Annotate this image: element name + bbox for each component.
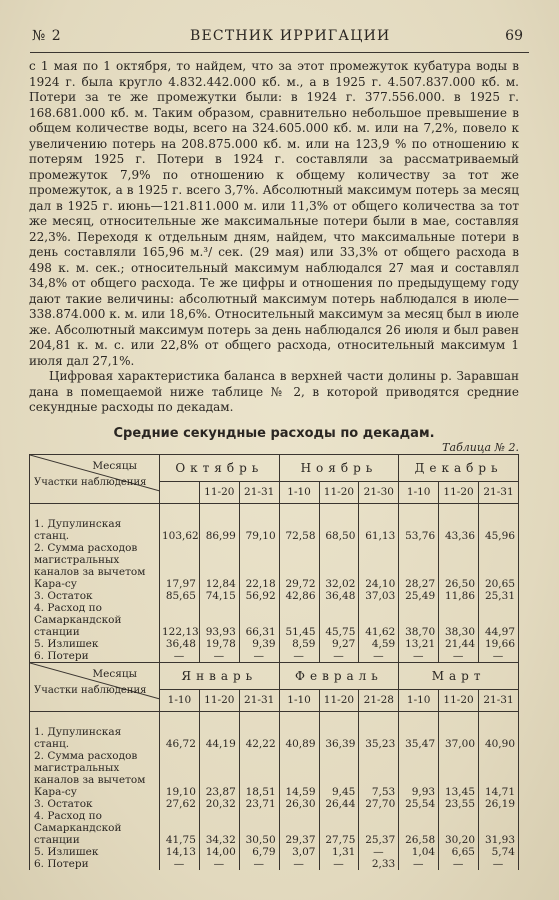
decade-header: 11-20 xyxy=(439,690,479,711)
decade-header: 1-10 xyxy=(279,690,319,711)
decade-header xyxy=(160,482,200,503)
value-cell: 12,84 xyxy=(199,542,239,590)
value-cell: 27,70 xyxy=(359,798,399,810)
spacer-cell xyxy=(399,711,439,726)
value-cell: 14,13 xyxy=(160,846,200,858)
value-cell: 38,70 xyxy=(399,602,439,638)
value-cell: 27,62 xyxy=(160,798,200,810)
table-row xyxy=(30,650,519,663)
spacer-cell xyxy=(479,711,519,726)
value-cell: 11,86 xyxy=(439,590,479,602)
value-cell: 68,50 xyxy=(319,518,359,542)
value-cell: 41,62 xyxy=(359,602,399,638)
table-row xyxy=(30,590,519,602)
value-cell: — xyxy=(279,858,319,870)
row-label: 5. Излишек xyxy=(30,846,160,858)
spacer-cell xyxy=(479,503,519,518)
value-cell: 9,93 xyxy=(399,750,439,798)
decade-header: 1-10 xyxy=(160,690,200,711)
value-cell: — xyxy=(199,858,239,870)
value-cell: 26,58 xyxy=(399,810,439,846)
row-label: 3. Остаток xyxy=(30,590,160,602)
spacer-cell xyxy=(199,503,239,518)
value-cell: 25,37 xyxy=(359,810,399,846)
row-label: 6. Потери xyxy=(30,858,160,870)
value-cell: 9,45 xyxy=(319,750,359,798)
spacer-cell xyxy=(30,711,160,726)
value-cell: 23,87 xyxy=(199,750,239,798)
value-cell: 42,22 xyxy=(239,726,279,750)
value-cell: — xyxy=(399,650,439,663)
value-cell: 13,45 xyxy=(439,750,479,798)
page-number: 69 xyxy=(505,28,523,44)
month-header: Февраль xyxy=(279,662,399,690)
value-cell: 27,75 xyxy=(319,810,359,846)
value-cell: 43,36 xyxy=(439,518,479,542)
value-cell: 6,65 xyxy=(439,846,479,858)
decade-header: 11-20 xyxy=(319,482,359,503)
value-cell: 25,31 xyxy=(479,590,519,602)
spacer-cell xyxy=(279,711,319,726)
corner-header xyxy=(30,662,160,711)
row-label: 4. Расход по Самаркандской станции xyxy=(30,602,160,638)
table-body xyxy=(30,454,519,870)
value-cell: 25,54 xyxy=(399,798,439,810)
row-label: 3. Остаток xyxy=(30,798,160,810)
value-cell: 17,97 xyxy=(160,542,200,590)
month-header-row xyxy=(30,454,519,482)
value-cell: 44,19 xyxy=(199,726,239,750)
value-cell: 14,71 xyxy=(479,750,519,798)
decade-header: 21-30 xyxy=(359,482,399,503)
value-cell: 26,50 xyxy=(439,542,479,590)
value-cell: 85,65 xyxy=(160,590,200,602)
table-row xyxy=(30,858,519,870)
spacer-row xyxy=(30,711,519,726)
value-cell: 56,92 xyxy=(239,590,279,602)
value-cell: 37,00 xyxy=(439,726,479,750)
months-heading: Месяцы xyxy=(92,667,137,680)
spacer-row xyxy=(30,503,519,518)
value-cell: 29,72 xyxy=(279,542,319,590)
table-row xyxy=(30,726,519,750)
decade-header: 1-10 xyxy=(279,482,319,503)
value-cell: 93,93 xyxy=(199,602,239,638)
value-cell: 74,15 xyxy=(199,590,239,602)
page-header xyxy=(30,0,529,53)
value-cell: 103,62 xyxy=(160,518,200,542)
value-cell: 1,04 xyxy=(399,846,439,858)
value-cell: 41,75 xyxy=(160,810,200,846)
decade-header: 11-20 xyxy=(319,690,359,711)
spacer-cell xyxy=(319,711,359,726)
value-cell: 36,39 xyxy=(319,726,359,750)
row-label: 6. Потери xyxy=(30,650,160,663)
value-cell: 5,74 xyxy=(479,846,519,858)
value-cell: — xyxy=(319,858,359,870)
value-cell: 19,10 xyxy=(160,750,200,798)
paragraph: с 1 мая по 1 октября, то найдем, что за этот промежуток кубатура воды в 1924 г. была кругло 4.832.442.000 кб. м., а в 1925 г. 4.507.837.000 кб. м. Потери за те же промежутки были: в 1924 г. 377.556.000. в 1925 г. 168.681.000 кб. м. Таким образом, сравнительно небольшое превышение в общем количестве воды, всего на 324.605.000 кб. м. или на 7,2%, повело к увеличению потерь на 208.875.000 кб. м. или на 123,9 % по отношению к потерям 1925 г. Потери в 1924 г. составляли за рассматриваемый промежуток 7,9% по отношению к общему количеству за тот же промежуток, а в 1925 г. всего 3,7%. Абсолютный максимум потерь за месяц дал в 1925 г. июнь—121.811.000 м. или 11,3% от общего количества за тот же месяц, относительные же максимальные потери были в мае, составляя 22,3%. Переходя к отдельным дням, найдем, что максимальные потери в день составляли 165,96 м.³/ сек. (29 мая) или 33,3% от общего расхода в 498 к. м. сек.; относительный максимум наблюдался 27 мая и составлял 34,8% от общего расхода. Те же цифры и отношения по предыдущему году дают такие величины: абсолютный максимум потерь наблюдался в июле—338.874.000 к. м. или 18,6%. Относительный максимум за месяц был в июле же. Абсолютный максимум потерь за день наблюдался 26 июля и был равен 204,81 к. м. с. или 22,8% от общего расхода, относительный максимум 1 июля дал 27,1%. xyxy=(29,59,519,368)
decade-header: 1-10 xyxy=(399,690,439,711)
value-cell: 4,59 xyxy=(359,638,399,650)
value-cell: 6,79 xyxy=(239,846,279,858)
value-cell: 38,30 xyxy=(439,602,479,638)
value-cell: 20,65 xyxy=(479,542,519,590)
value-cell: 8,59 xyxy=(279,638,319,650)
value-cell: — xyxy=(239,858,279,870)
row-label: 4. Расход по Самаркандской станции xyxy=(30,810,160,846)
months-heading: Месяцы xyxy=(92,459,137,472)
corner-header xyxy=(30,454,160,503)
table-row xyxy=(30,638,519,650)
value-cell: 20,32 xyxy=(199,798,239,810)
value-cell: 45,96 xyxy=(479,518,519,542)
decade-header: 21-28 xyxy=(359,690,399,711)
value-cell: 14,59 xyxy=(279,750,319,798)
value-cell: 9,27 xyxy=(319,638,359,650)
table-row xyxy=(30,518,519,542)
month-header-row xyxy=(30,662,519,690)
value-cell: 23,55 xyxy=(439,798,479,810)
value-cell: 25,49 xyxy=(399,590,439,602)
value-cell: 32,02 xyxy=(319,542,359,590)
value-cell: 26,19 xyxy=(479,798,519,810)
decade-header: 1-10 xyxy=(399,482,439,503)
value-cell: 19,78 xyxy=(199,638,239,650)
article-text xyxy=(29,59,519,416)
decade-header: 21-31 xyxy=(239,482,279,503)
value-cell: — xyxy=(399,858,439,870)
value-cell: — xyxy=(479,858,519,870)
table-title: Средние секундные расходы по декадам. xyxy=(113,425,435,441)
value-cell: 35,23 xyxy=(359,726,399,750)
value-cell: 72,58 xyxy=(279,518,319,542)
row-label: 2. Сумма расходов магистральных каналов за вычетом Кара-су xyxy=(30,750,160,798)
row-label: 1. Дупулинская станц. xyxy=(30,726,160,750)
spacer-cell xyxy=(30,503,160,518)
issue-number: № 2 xyxy=(32,28,62,44)
value-cell: 24,10 xyxy=(359,542,399,590)
month-header: Март xyxy=(399,662,519,690)
value-cell: 3,07 xyxy=(279,846,319,858)
row-label: 2. Сумма расходов магистральных каналов за вычетом Кара-су xyxy=(30,542,160,590)
decade-header: 11-20 xyxy=(439,482,479,503)
table-label: Таблица № 2. xyxy=(442,440,519,454)
value-cell: 23,71 xyxy=(239,798,279,810)
value-cell: 34,32 xyxy=(199,810,239,846)
spacer-cell xyxy=(319,503,359,518)
spacer-cell xyxy=(279,503,319,518)
value-cell: 2,33 xyxy=(359,858,399,870)
value-cell: — xyxy=(439,650,479,663)
value-cell: — xyxy=(359,846,399,858)
decade-header: 21-31 xyxy=(479,690,519,711)
value-cell: 22,18 xyxy=(239,542,279,590)
decade-header: 11-20 xyxy=(199,482,239,503)
row-label: 1. Дупулинская станц. xyxy=(30,518,160,542)
value-cell: 61,13 xyxy=(359,518,399,542)
table-row xyxy=(30,846,519,858)
value-cell: 40,90 xyxy=(479,726,519,750)
month-header: Ноябрь xyxy=(279,454,399,482)
value-cell: 44,97 xyxy=(479,602,519,638)
value-cell: — xyxy=(160,858,200,870)
value-cell: 7,53 xyxy=(359,750,399,798)
value-cell: 35,47 xyxy=(399,726,439,750)
value-cell: — xyxy=(239,650,279,663)
table-row xyxy=(30,810,519,846)
decade-header: 21-31 xyxy=(479,482,519,503)
value-cell: 31,93 xyxy=(479,810,519,846)
spacer-cell xyxy=(199,711,239,726)
spacer-cell xyxy=(399,503,439,518)
sections-heading: Участки наблюдения xyxy=(34,684,147,696)
month-header: Январь xyxy=(160,662,280,690)
value-cell: 28,27 xyxy=(399,542,439,590)
value-cell: 26,30 xyxy=(279,798,319,810)
table-row xyxy=(30,798,519,810)
value-cell: 9,39 xyxy=(239,638,279,650)
value-cell: — xyxy=(319,650,359,663)
value-cell: 40,89 xyxy=(279,726,319,750)
table-row xyxy=(30,602,519,638)
value-cell: 29,37 xyxy=(279,810,319,846)
row-label: 5. Излишек xyxy=(30,638,160,650)
decade-header: 21-31 xyxy=(239,690,279,711)
value-cell: 13,21 xyxy=(399,638,439,650)
value-cell: 26,44 xyxy=(319,798,359,810)
spacer-cell xyxy=(239,503,279,518)
spacer-cell xyxy=(359,711,399,726)
value-cell: — xyxy=(160,650,200,663)
sections-heading: Участки наблюдения xyxy=(34,476,147,488)
value-cell: 79,10 xyxy=(239,518,279,542)
spacer-cell xyxy=(359,503,399,518)
spacer-cell xyxy=(160,711,200,726)
month-header: Декабрь xyxy=(399,454,519,482)
spacer-cell xyxy=(439,711,479,726)
value-cell: 53,76 xyxy=(399,518,439,542)
discharge-table xyxy=(29,454,519,870)
value-cell: — xyxy=(199,650,239,663)
value-cell: 1,31 xyxy=(319,846,359,858)
table-row xyxy=(30,750,519,798)
value-cell: 51,45 xyxy=(279,602,319,638)
value-cell: 36,48 xyxy=(319,590,359,602)
paragraph: Цифровая характеристика баланса в верхней части долины р. Заравшан дана в помещаемой ниже таблице № 2, в которой приводятся средние секундные расходы по декадам. xyxy=(29,369,519,414)
value-cell: 14,00 xyxy=(199,846,239,858)
value-cell: 42,86 xyxy=(279,590,319,602)
value-cell: 21,44 xyxy=(439,638,479,650)
value-cell: 18,51 xyxy=(239,750,279,798)
month-header: Октябрь xyxy=(160,454,280,482)
value-cell: 86,99 xyxy=(199,518,239,542)
value-cell: — xyxy=(279,650,319,663)
value-cell: 19,66 xyxy=(479,638,519,650)
decade-header: 11-20 xyxy=(199,690,239,711)
spacer-cell xyxy=(160,503,200,518)
value-cell: 45,75 xyxy=(319,602,359,638)
value-cell: — xyxy=(359,650,399,663)
value-cell: 30,20 xyxy=(439,810,479,846)
journal-title: ВЕСТНИК ИРРИГАЦИИ xyxy=(190,28,391,44)
value-cell: 122,13 xyxy=(160,602,200,638)
value-cell: — xyxy=(479,650,519,663)
value-cell: 30,50 xyxy=(239,810,279,846)
table-row xyxy=(30,542,519,590)
spacer-cell xyxy=(239,711,279,726)
spacer-cell xyxy=(439,503,479,518)
value-cell: 46,72 xyxy=(160,726,200,750)
value-cell: 36,48 xyxy=(160,638,200,650)
value-cell: — xyxy=(439,858,479,870)
value-cell: 37,03 xyxy=(359,590,399,602)
value-cell: 66,31 xyxy=(239,602,279,638)
